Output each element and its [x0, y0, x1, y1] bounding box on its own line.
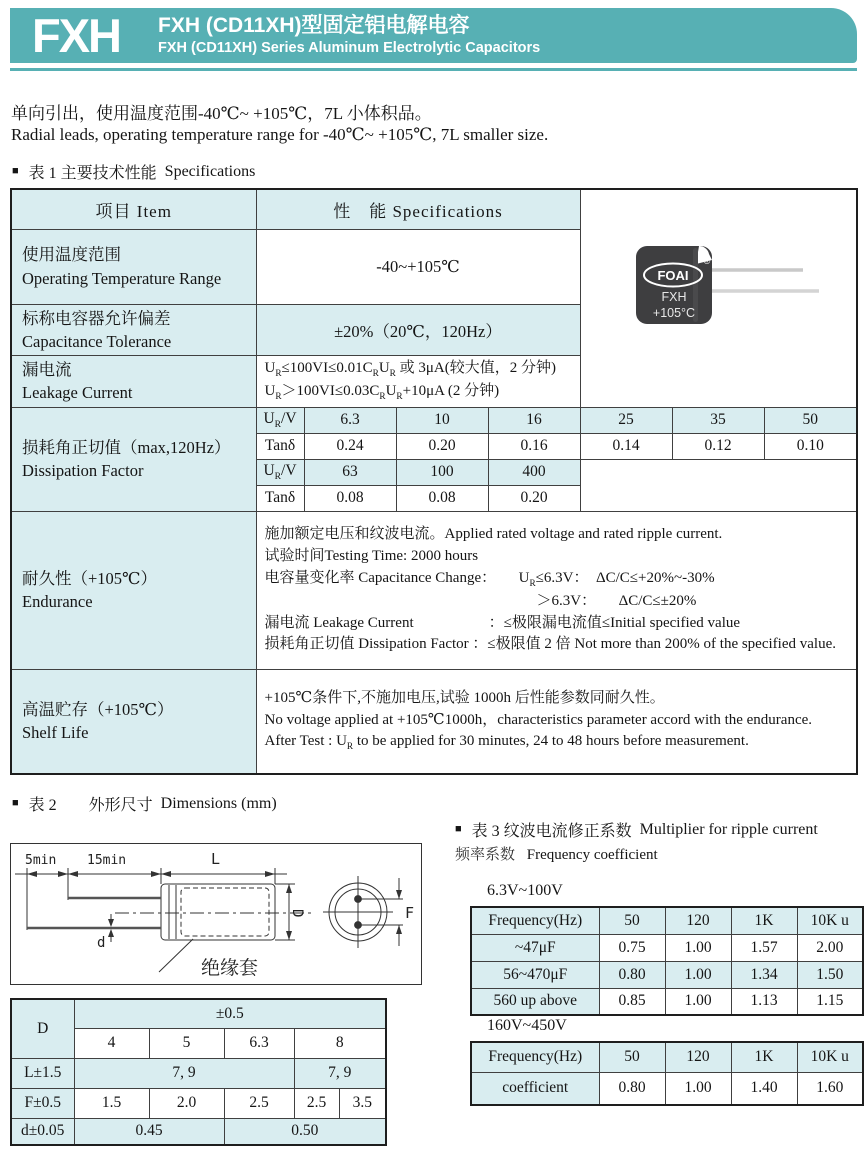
- endurance-line-3: 电容量变化率 Capacitance Change： $U_R\le 6.3V$： ΔC/C≤+20%~-30%: [264, 569, 715, 589]
- coeff-cell: 1.50: [797, 961, 863, 988]
- dim-label-dia: d±0.05: [11, 1118, 74, 1145]
- column-header-spec: 性 能 Specifications: [256, 189, 580, 229]
- endurance-line-2: 试验时间Testing Time: 2000 hours: [264, 547, 479, 564]
- item-en: Leakage Current: [22, 383, 133, 403]
- freq-header: 50: [599, 907, 665, 934]
- table3-heading-zh: 表 3 纹波电流修正系数: [471, 823, 632, 840]
- intro-text-en: Radial leads, operating temperature range for -40℃~ +105℃, 7L smaller size.: [11, 125, 549, 144]
- table2-heading: [12, 792, 277, 815]
- f-value-cell: 2.5: [224, 1088, 294, 1118]
- dim-tolerance: ±0.5: [74, 999, 386, 1028]
- item-tolerance: [11, 304, 256, 355]
- photo-brand-text: FOAI: [657, 268, 689, 284]
- item-zh: 使用温度范围: [22, 245, 121, 265]
- cap-range-cell: 560 up above: [471, 988, 599, 1015]
- shelf-line-2: No voltage applied at +105℃1000h，characteristics parameter accord with the endurance.: [264, 711, 813, 728]
- dimensions-table: [10, 998, 387, 1146]
- tan-cell: 0.14: [580, 433, 672, 459]
- table-row: [11, 1088, 386, 1118]
- square-bullet-icon: ■: [12, 165, 19, 177]
- item-en: Shelf Life: [22, 723, 89, 743]
- freq-header: 120: [665, 1042, 731, 1072]
- endurance-line-5: 漏电流 Leakage Current ：≤极限漏电流值≤Initial specified value: [264, 614, 741, 631]
- specifications-table: [10, 188, 858, 775]
- volt-cell: 6.3: [304, 407, 396, 433]
- page-title: FXH (CD11XH)型固定铝电解电容: [158, 13, 470, 37]
- dim-header-d: D: [11, 999, 74, 1058]
- freq-header: 1K: [731, 1042, 797, 1072]
- coeff-cell: 1.57: [731, 934, 797, 961]
- dia-value-cell: 0.45: [74, 1118, 224, 1145]
- sleeve-label: 绝缘套: [201, 958, 259, 979]
- volt-cell: 10: [396, 407, 488, 433]
- table-row: [11, 669, 857, 774]
- dimension-drawing-box: [10, 843, 422, 985]
- item-zh: 耐久性（+105℃）: [22, 569, 158, 589]
- freq-header: 10K u: [797, 1042, 863, 1072]
- coeff-cell: 1.00: [665, 961, 731, 988]
- leakage-line-1: $U_R\le 100VI\le 0.01C_RU_R$ 或 3μA(较大值，2 分钟): [264, 359, 556, 379]
- f-value-cell: 2.0: [149, 1088, 224, 1118]
- coeff-cell: 0.80: [599, 1072, 665, 1105]
- table-row: [471, 1042, 863, 1072]
- value-leakage: [256, 355, 580, 407]
- dim-label-d-small: d: [97, 935, 106, 951]
- item-endurance: [11, 511, 256, 669]
- freq-header: Frequency(Hz): [471, 907, 599, 934]
- value-endurance: [256, 511, 857, 669]
- value-operating-temp: -40~+105℃: [256, 229, 580, 304]
- coeff-cell: 1.40: [731, 1072, 797, 1105]
- coeff-cell: 2.00: [797, 934, 863, 961]
- dim-label-15min: 15min: [87, 853, 127, 868]
- photo-temp-text: +105°C: [652, 306, 695, 321]
- table-row: [11, 407, 857, 433]
- shelf-line-1: +105℃条件下,不施加电压,试验 1000h 后性能参数同耐久性。: [264, 689, 665, 706]
- table3-heading-en: Multiplier for ripple current: [639, 820, 818, 838]
- dim-label-d-big: D: [289, 909, 305, 918]
- table3-subheading-en: Frequency coefficient: [526, 847, 658, 863]
- coeff-label-cell: coefficient: [471, 1072, 599, 1105]
- table-row: [471, 988, 863, 1015]
- item-en: Capacitance Tolerance: [22, 331, 172, 351]
- table3-heading: [455, 818, 818, 841]
- capacitor-photo: [581, 198, 856, 393]
- table1-heading-zh: 表 1 主要技术性能: [28, 165, 157, 182]
- item-zh: 高温贮存（+105℃）: [22, 700, 174, 720]
- tan-cell: 0.24: [304, 433, 396, 459]
- table-row: [11, 1058, 386, 1088]
- dim-label-l: L±1.5: [11, 1058, 74, 1088]
- coeff-cell: 1.34: [731, 961, 797, 988]
- shelf-line-3: After Test : $U_R$ to be applied for 30 minutes, 24 to 48 hours before measurement.: [264, 733, 749, 753]
- l-value-cell: 7, 9: [294, 1058, 386, 1088]
- volt-cell: 100: [396, 459, 488, 485]
- header-banner: [10, 8, 857, 63]
- table-row: [471, 961, 863, 988]
- f-value-cell: 1.5: [74, 1088, 149, 1118]
- volt-cell: 35: [672, 407, 764, 433]
- tan-cell: 0.12: [672, 433, 764, 459]
- volt-cell: 63: [304, 459, 396, 485]
- coeff-cell: 0.85: [599, 988, 665, 1015]
- endurance-line-6: 损耗角正切值 Dissipation Factor ：≤极限值 2 倍 Not more than 200% of the specified value.: [264, 636, 836, 653]
- coeff-cell: 1.60: [797, 1072, 863, 1105]
- table1-heading-en: Specifications: [164, 162, 256, 180]
- table2-heading-zh: 表 2 外形尺寸: [28, 797, 153, 814]
- tan-cell: 0.10: [764, 433, 857, 459]
- item-shelf-life: [11, 669, 256, 774]
- ur-label: $U_R/V$: [256, 459, 304, 485]
- coeff-cell: 1.00: [665, 1072, 731, 1105]
- table-row: [11, 189, 857, 229]
- table3-subheading: [455, 843, 658, 864]
- leakage-line-2: $U_R>100VI\le 0.03C_RU_R+10\mu A$ (2 分钟): [264, 383, 500, 403]
- freq-header: 10K u: [797, 907, 863, 934]
- dia-value-cell: 0.50: [224, 1118, 386, 1145]
- capacitor-photo-cell: [580, 189, 857, 407]
- size-cell: 6.3: [224, 1028, 294, 1058]
- dimension-drawing: [11, 844, 420, 983]
- ur-label: $U_R/V$: [256, 407, 304, 433]
- coeff-cell: 1.13: [731, 988, 797, 1015]
- dim-label-5min: 5min: [25, 853, 57, 868]
- tan-label: Tanδ: [256, 433, 304, 459]
- table-row: [471, 907, 863, 934]
- endurance-line-4: ＞6.3V： ΔC/C≤±20%: [536, 592, 697, 609]
- tan-cell: 0.08: [396, 485, 488, 511]
- item-zh: 标称电容器允许偏差: [22, 308, 171, 328]
- ripple-table-high-voltage: [470, 1041, 864, 1106]
- table-row: [11, 511, 857, 669]
- size-cell: 8: [294, 1028, 386, 1058]
- item-en: Dissipation Factor: [22, 461, 144, 481]
- item-zh: 损耗角正切值（max,120Hz）: [22, 438, 231, 458]
- dim-label-l: L: [211, 850, 221, 868]
- coeff-cell: 1.00: [665, 934, 731, 961]
- size-cell: 5: [149, 1028, 224, 1058]
- photo-reg-mark: ®: [703, 256, 711, 267]
- item-en: Endurance: [22, 592, 93, 612]
- coeff-cell: 0.80: [599, 961, 665, 988]
- item-operating-temp: [11, 229, 256, 304]
- ripple-table-low-voltage: [470, 906, 864, 1016]
- tan-cell: 0.20: [488, 485, 580, 511]
- freq-header: 120: [665, 907, 731, 934]
- value-tolerance: ±20%（20℃，120Hz）: [256, 304, 580, 355]
- volt-cell: 50: [764, 407, 857, 433]
- table2-heading-en: Dimensions (mm): [160, 794, 277, 812]
- table-row: [11, 1118, 386, 1145]
- item-leakage: [11, 355, 256, 407]
- square-bullet-icon: ■: [455, 823, 462, 835]
- freq-header: Frequency(Hz): [471, 1042, 599, 1072]
- freq-header: 1K: [731, 907, 797, 934]
- endurance-line-1: 施加额定电压和纹波电流。Applied rated voltage and rated ripple current.: [264, 526, 723, 543]
- table3-subheading-zh: 频率系数: [455, 847, 516, 863]
- freq-header: 50: [599, 1042, 665, 1072]
- size-cell: 4: [74, 1028, 149, 1058]
- table1-heading: [12, 160, 255, 183]
- page-subtitle: FXH (CD11XH) Series Aluminum Electrolytic Capacitors: [158, 40, 541, 57]
- volt-cell: 400: [488, 459, 580, 485]
- coeff-cell: 0.75: [599, 934, 665, 961]
- intro-text-zh: 单向引出，使用温度范围-40℃~ +105℃，7L 小体积品。: [11, 104, 432, 123]
- voltage-range-label-2: 160V~450V: [487, 1017, 567, 1034]
- coeff-cell: 1.15: [797, 988, 863, 1015]
- item-dissipation: [11, 407, 256, 511]
- dim-label-f: F: [405, 904, 415, 922]
- column-header-item: 项目 Item: [11, 189, 256, 229]
- f-value-cell: 2.5: [294, 1088, 339, 1118]
- series-logo: FXH: [32, 9, 120, 62]
- coeff-cell: 1.00: [665, 988, 731, 1015]
- table-row: [471, 1072, 863, 1105]
- volt-cell: 25: [580, 407, 672, 433]
- table-row: [471, 934, 863, 961]
- tan-cell: 0.08: [304, 485, 396, 511]
- item-zh: 漏电流: [22, 360, 72, 380]
- photo-series-text: FXH: [661, 290, 687, 305]
- item-en: Operating Temperature Range: [22, 268, 222, 288]
- l-value-cell: 7, 9: [74, 1058, 294, 1088]
- voltage-range-label-1: 6.3V~100V: [487, 882, 563, 899]
- f-value-cell: 3.5: [339, 1088, 386, 1118]
- value-shelf-life: [256, 669, 857, 774]
- empty-cell: [580, 459, 857, 511]
- tan-cell: 0.20: [396, 433, 488, 459]
- cap-range-cell: ~47μF: [471, 934, 599, 961]
- square-bullet-icon: ■: [12, 797, 19, 809]
- dim-label-f: F±0.5: [11, 1088, 74, 1118]
- volt-cell: 16: [488, 407, 580, 433]
- tan-label: Tanδ: [256, 485, 304, 511]
- table-row: [11, 999, 386, 1028]
- banner-titles: [158, 13, 540, 58]
- cap-range-cell: 56~470μF: [471, 961, 599, 988]
- banner-underline: [10, 68, 857, 71]
- tan-cell: 0.16: [488, 433, 580, 459]
